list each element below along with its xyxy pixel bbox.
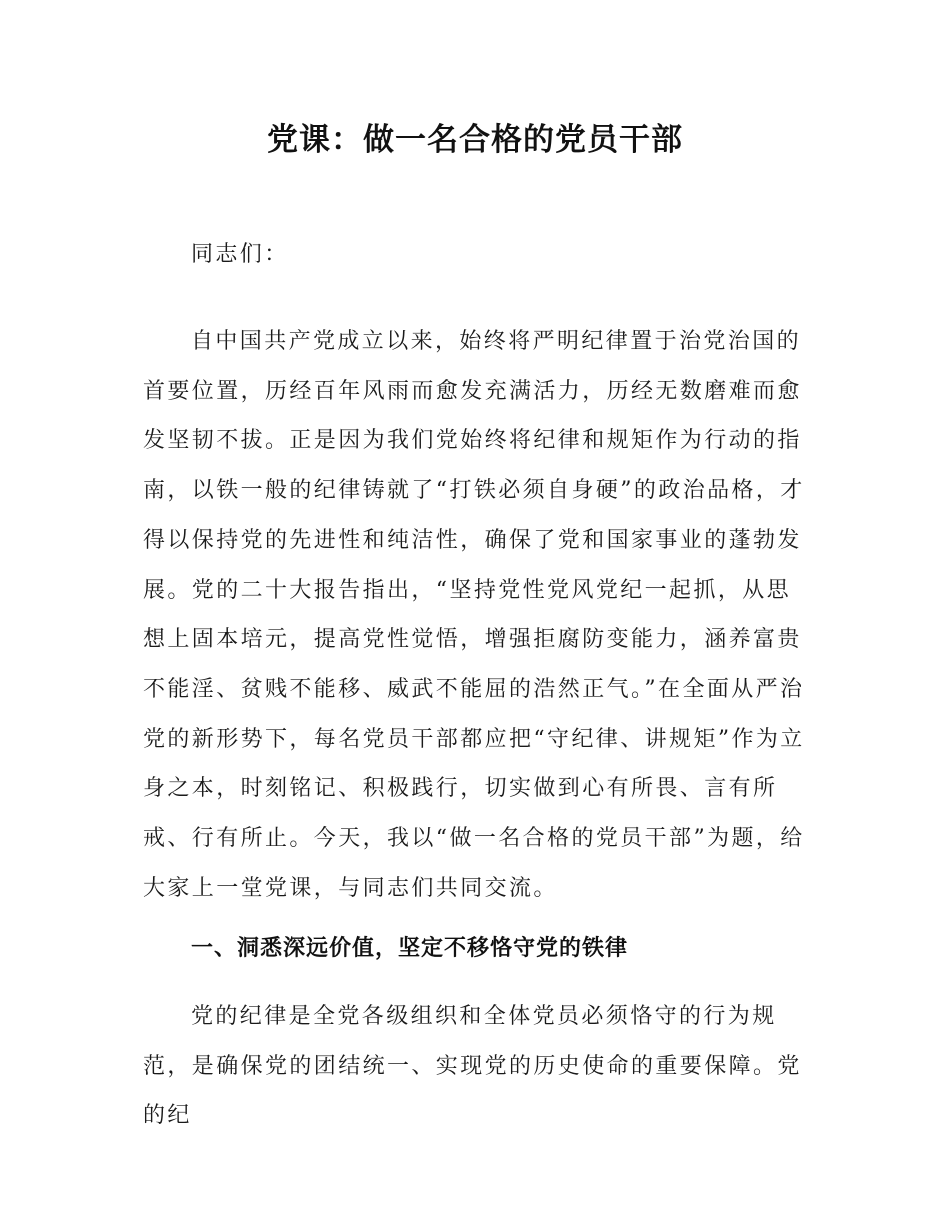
body-paragraph: 自中国共产党成立以来，始终将严明纪律置于治党治国的首要位置，历经百年风雨而愈发充满活力，历经无数磨难而愈发坚韧不拔。正是因为我们党始终将纪律和规矩作为行动的指南，以铁一般的纪律铸就了“打铁必须自身硬”的政治品格，才得以保持党的先进性和纯洁性，确保了党和国家事业的蓬勃发展。党的二十大报告指出，“坚持党性党风党纪一起抓，从思想上固本培元，提高党性觉悟，增强拒腐防变能力，涵养富贵不能淫、贫贱不能移、威武不能屈的浩然正气。”在全面从严治党的新形势下，每名党员干部都应把“守纪律、讲规矩”作为立身之本，时刻铭记、积极践行，切实做到心有所畏、言有所戒、行有所止。今天，我以“做一名合格的党员干部”为题，给大家上一堂党课，与同志们共同交流。 (143, 329, 805, 901)
section-heading: 一、洞悉深远价值，坚定不移恪守党的铁律 (191, 936, 629, 961)
document-title: 党课：做一名合格的党员干部 (267, 122, 683, 158)
body-paragraph: 党的纪律是全党各级组织和全体党员必须恪守的行为规范，是确保党的团结统一、实现党的历史使命的重要保障。党的纪 (143, 1004, 802, 1129)
salutation: 同志们： (191, 242, 289, 267)
